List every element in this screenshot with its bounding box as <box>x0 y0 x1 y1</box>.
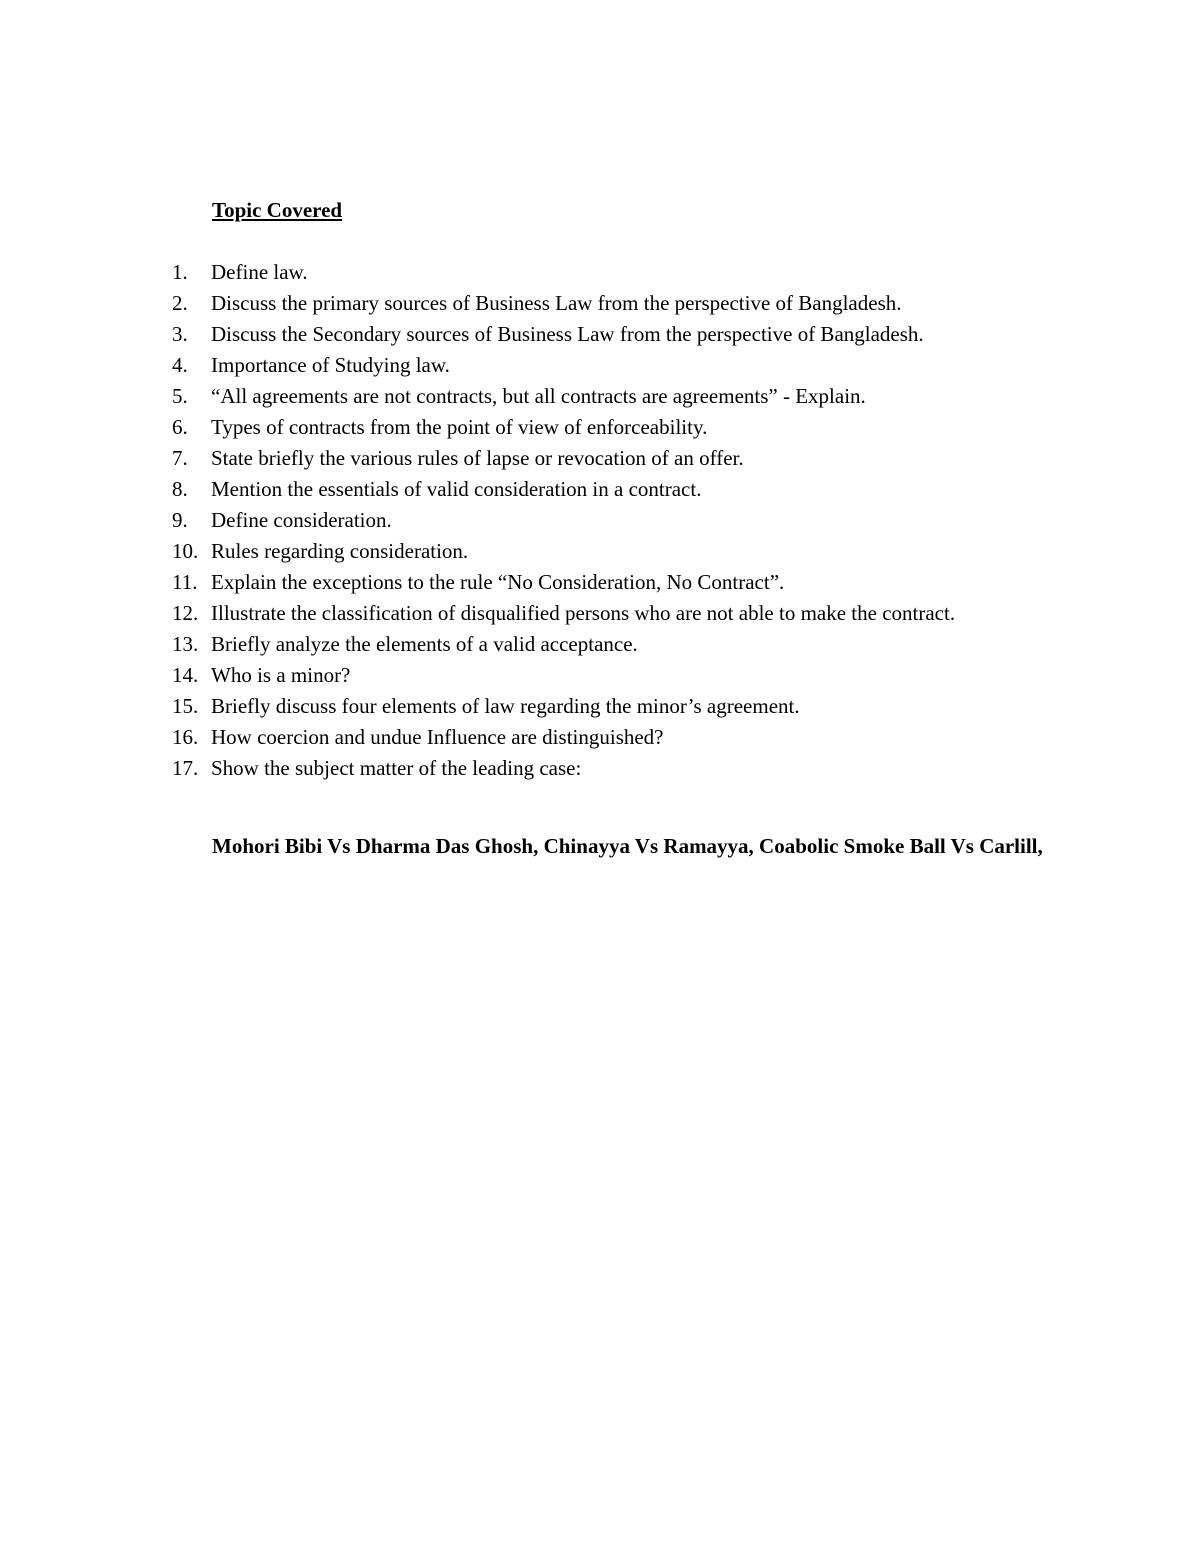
list-item <box>172 319 1132 350</box>
list-item-number: 9. <box>172 508 188 532</box>
list-item-text: “All agreements are not contracts, but all contracts are agreements” - Explain. <box>211 384 866 408</box>
list-item <box>172 660 1132 691</box>
list-item-number: 8. <box>172 477 188 501</box>
list-item-text: Mention the essentials of valid consideration in a contract. <box>211 477 702 501</box>
list-item-number: 11. <box>172 570 198 594</box>
list-item-number: 10. <box>172 539 199 563</box>
list-item-text: Rules regarding consideration. <box>211 539 469 563</box>
list-item-text: Discuss the primary sources of Business Law from the perspective of Bangladesh. <box>211 291 902 315</box>
list-item-text: Discuss the Secondary sources of Business Law from the perspective of Bangladesh. <box>211 322 924 346</box>
list-item <box>172 598 1132 629</box>
list-item-text: Types of contracts from the point of view of enforceability. <box>211 415 708 439</box>
list-item-number: 3. <box>172 322 188 346</box>
list-item <box>172 350 1132 381</box>
list-item <box>172 567 1132 598</box>
list-item-text: State briefly the various rules of lapse or revocation of an offer. <box>211 446 744 470</box>
list-item-number: 12. <box>172 601 199 625</box>
list-item <box>172 722 1132 753</box>
list-item-number: 17. <box>172 756 199 780</box>
list-item <box>172 753 1132 784</box>
list-item <box>172 381 1132 412</box>
list-item <box>172 691 1132 722</box>
list-item-text: Explain the exceptions to the rule “No Consideration, No Contract”. <box>211 570 785 594</box>
list-item <box>172 474 1132 505</box>
topic-list <box>172 257 1132 784</box>
list-item-text: Define law. <box>211 260 308 284</box>
list-item-number: 13. <box>172 632 199 656</box>
list-item-number: 15. <box>172 694 199 718</box>
list-item <box>172 412 1132 443</box>
list-item-number: 6. <box>172 415 188 439</box>
list-item-text: Illustrate the classification of disqualified persons who are not able to make the contract. <box>211 601 956 625</box>
list-item <box>172 257 1132 288</box>
leading-cases: Mohori Bibi Vs Dharma Das Ghosh, Chinayya Vs Ramayya, Coabolic Smoke Ball Vs Carlill, <box>212 834 1043 858</box>
page-title: Topic Covered <box>212 198 343 222</box>
list-item-text: Define consideration. <box>211 508 392 532</box>
list-item <box>172 629 1132 660</box>
list-item-number: 14. <box>172 663 199 687</box>
list-item-number: 16. <box>172 725 199 749</box>
list-item-number: 4. <box>172 353 188 377</box>
list-item-text: Who is a minor? <box>211 663 351 687</box>
list-item-number: 1. <box>172 260 188 284</box>
list-item-text: How coercion and undue Influence are distinguished? <box>211 725 664 749</box>
list-item <box>172 505 1132 536</box>
list-item-number: 2. <box>172 291 188 315</box>
list-item-text: Briefly discuss four elements of law regarding the minor’s agreement. <box>211 694 800 718</box>
list-item-text: Briefly analyze the elements of a valid acceptance. <box>211 632 638 656</box>
list-item-number: 7. <box>172 446 188 470</box>
list-item <box>172 443 1132 474</box>
list-item <box>172 536 1132 567</box>
list-item-text: Importance of Studying law. <box>211 353 450 377</box>
list-item-number: 5. <box>172 384 188 408</box>
list-item-text: Show the subject matter of the leading case: <box>211 756 582 780</box>
list-item <box>172 288 1132 319</box>
